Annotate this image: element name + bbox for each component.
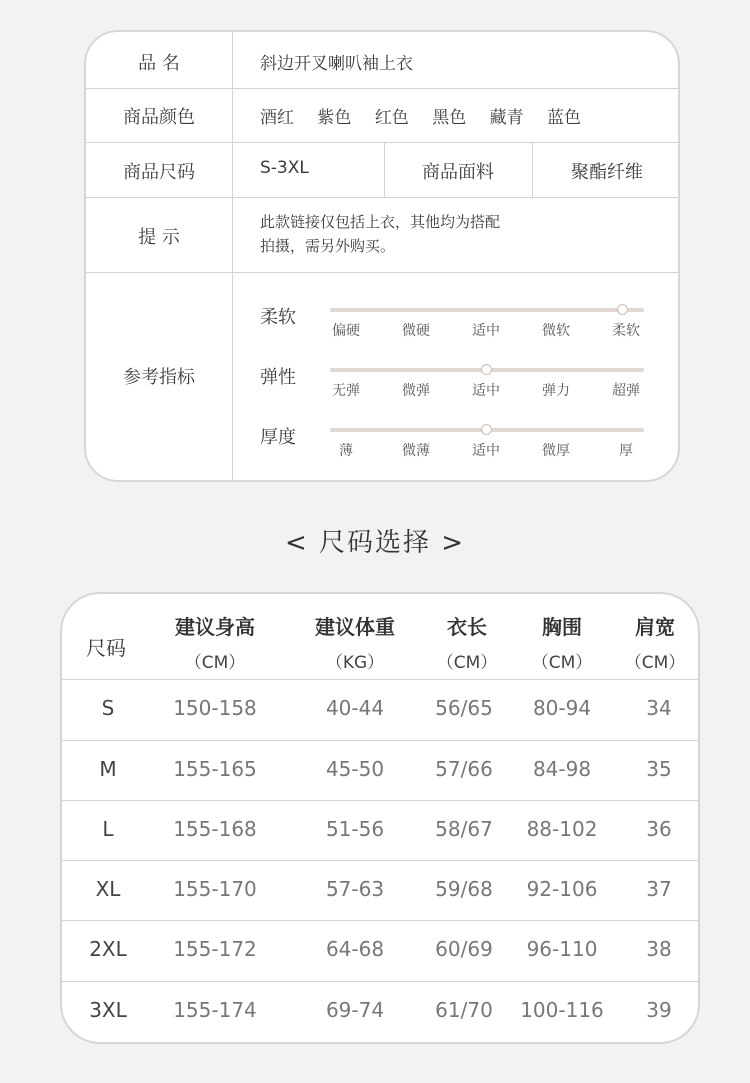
color-option: 红色 xyxy=(374,108,409,128)
table-cell: 57-63 xyxy=(325,877,385,901)
thickness-marker xyxy=(481,424,492,435)
table-cell: 58/67 xyxy=(435,817,493,841)
header-size: 尺码 xyxy=(86,636,126,660)
color-option: 黑色 xyxy=(432,108,467,128)
size-cell: S xyxy=(101,696,115,720)
row-divider xyxy=(86,197,678,198)
product-color-label: 商品颜色 xyxy=(123,107,195,128)
tick-label: 偏硬 xyxy=(332,323,360,339)
thickness-label: 厚度 xyxy=(260,427,296,448)
elasticity-label: 弹性 xyxy=(260,367,296,388)
row-divider xyxy=(62,981,698,982)
tick-label: 适中 xyxy=(472,383,500,399)
color-option: 酒红 xyxy=(260,108,294,128)
table-cell: 84-98 xyxy=(532,757,592,781)
row-divider xyxy=(62,800,698,801)
header-height: 建议身高 （CM） xyxy=(175,615,255,673)
color-option: 藏青 xyxy=(489,108,524,128)
product-info-card xyxy=(84,30,680,482)
size-cell: 2XL xyxy=(89,937,127,961)
color-option: 紫色 xyxy=(317,108,352,128)
header-chest: 胸围 （CM） xyxy=(531,615,593,673)
product-name-label: 品 名 xyxy=(138,53,180,74)
table-cell: 155-174 xyxy=(173,998,257,1022)
table-cell: 61/70 xyxy=(435,998,493,1022)
table-cell: 59/68 xyxy=(435,877,493,901)
table-cell: 100-116 xyxy=(520,998,604,1022)
tick-label: 厚 xyxy=(619,443,633,459)
table-cell: 96-110 xyxy=(526,937,598,961)
product-size-label: 商品尺码 xyxy=(123,162,195,183)
table-cell: 51-56 xyxy=(325,817,385,841)
table-cell: 45-50 xyxy=(325,757,385,781)
table-cell: 36 xyxy=(646,817,672,841)
softness-marker xyxy=(617,304,628,315)
tip-line: 拍摄，需另外购买。 xyxy=(260,237,396,255)
row-divider xyxy=(62,679,698,680)
table-cell: 60/69 xyxy=(435,937,493,961)
tick-label: 适中 xyxy=(472,323,500,339)
tick-label: 微硬 xyxy=(402,323,430,339)
tip-line: 此款链接仅包括上衣，其他均为搭配 xyxy=(260,213,501,231)
row-divider xyxy=(86,272,678,273)
row-divider xyxy=(86,88,678,89)
table-cell: 92-106 xyxy=(526,877,598,901)
header-shoulder: 肩宽 （CM） xyxy=(624,615,686,673)
table-cell: 155-165 xyxy=(173,757,257,781)
softness-track xyxy=(330,308,644,312)
table-cell: 37 xyxy=(646,877,672,901)
reference-label: 参考指标 xyxy=(123,367,195,388)
tick-label: 微弹 xyxy=(402,383,430,399)
tick-label: 薄 xyxy=(339,443,353,459)
size-section-title: < 尺码选择 > xyxy=(284,528,466,558)
tick-label: 微软 xyxy=(542,323,570,339)
table-cell: 56/65 xyxy=(435,696,493,720)
softness-ticks xyxy=(316,320,656,340)
tip-label: 提 示 xyxy=(138,227,180,248)
header-length: 衣长 （CM） xyxy=(436,615,498,673)
fabric-value: 聚酯纤维 xyxy=(571,162,643,183)
table-cell: 34 xyxy=(646,696,672,720)
size-table xyxy=(60,592,700,1044)
column-divider xyxy=(232,32,233,480)
softness-label: 柔软 xyxy=(260,307,296,328)
table-cell: 155-168 xyxy=(173,817,257,841)
size-cell: 3XL xyxy=(89,998,127,1022)
tick-label: 超弹 xyxy=(612,383,640,399)
tick-label: 弹力 xyxy=(542,383,570,399)
tick-label: 无弹 xyxy=(332,383,360,399)
size-cell: M xyxy=(99,757,117,781)
size-cell: L xyxy=(102,817,114,841)
row-divider xyxy=(62,920,698,921)
table-cell: 39 xyxy=(646,998,672,1022)
elasticity-ticks xyxy=(316,380,656,400)
row-divider xyxy=(86,142,678,143)
table-cell: 150-158 xyxy=(173,696,257,720)
row-divider xyxy=(62,740,698,741)
product-size-value: S-3XL xyxy=(260,158,309,178)
table-cell: 40-44 xyxy=(325,696,385,720)
fabric-label: 商品面料 xyxy=(422,162,494,183)
tick-label: 适中 xyxy=(472,443,500,459)
table-cell: 88-102 xyxy=(526,817,598,841)
table-cell: 64-68 xyxy=(325,937,385,961)
tick-label: 微厚 xyxy=(542,443,570,459)
color-list xyxy=(260,103,599,128)
tick-label: 微薄 xyxy=(402,443,430,459)
table-cell: 80-94 xyxy=(532,696,592,720)
row-divider xyxy=(62,860,698,861)
table-cell: 35 xyxy=(646,757,672,781)
tick-label: 柔软 xyxy=(612,323,640,339)
thickness-ticks xyxy=(316,440,656,460)
header-weight: 建议体重 （KG） xyxy=(315,615,395,673)
table-cell: 69-74 xyxy=(325,998,385,1022)
table-cell: 38 xyxy=(646,937,672,961)
table-cell: 155-172 xyxy=(173,937,257,961)
tip-text xyxy=(260,210,580,258)
product-name-value: 斜边开叉喇叭袖上衣 xyxy=(260,54,413,74)
color-option: 蓝色 xyxy=(547,108,582,128)
table-cell: 155-170 xyxy=(173,877,257,901)
elasticity-marker xyxy=(481,364,492,375)
table-cell: 57/66 xyxy=(435,757,493,781)
size-cell: XL xyxy=(95,877,121,901)
